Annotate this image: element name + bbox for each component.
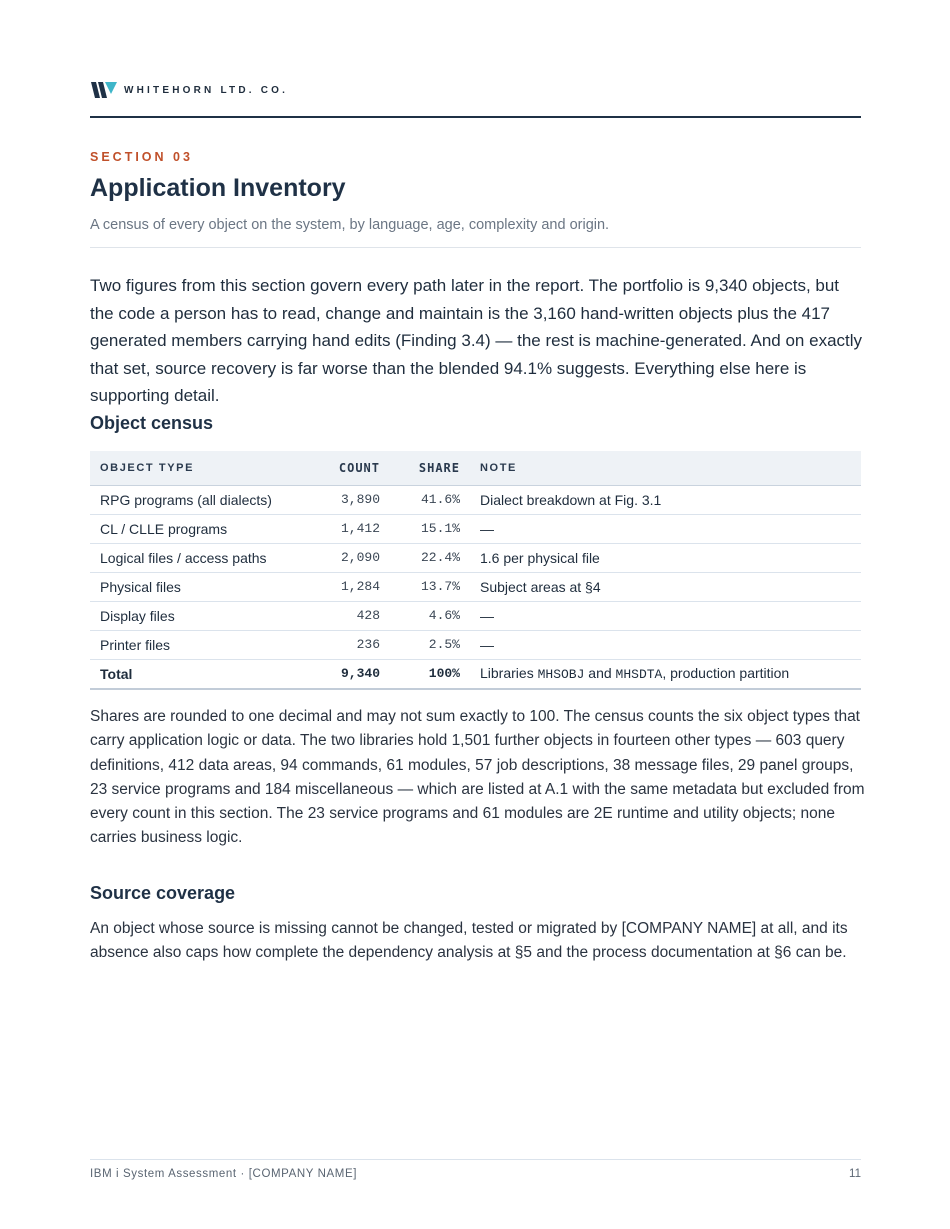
cell-type: Logical files / access paths bbox=[90, 543, 310, 572]
total-note-suffix: , production partition bbox=[662, 665, 790, 681]
brand-name: WHITEHORN LTD. CO. bbox=[124, 84, 289, 96]
cell-count: 1,412 bbox=[310, 514, 390, 543]
column-header-share: SHARE bbox=[390, 451, 470, 485]
library-name: MHSOBJ bbox=[537, 667, 585, 682]
coverage-heading: Source coverage bbox=[90, 883, 236, 903]
cell-count: 3,890 bbox=[310, 485, 390, 514]
cell-count: 1,284 bbox=[310, 572, 390, 601]
column-header-note: NOTE bbox=[470, 451, 861, 485]
whitehorn-logo-icon bbox=[90, 80, 118, 100]
total-share: 100% bbox=[390, 659, 470, 689]
table-header-row bbox=[90, 451, 861, 485]
cell-count: 236 bbox=[310, 630, 390, 659]
library-name: MHSDTA bbox=[615, 667, 663, 682]
column-header-count: COUNT bbox=[310, 451, 390, 485]
cell-share: 41.6% bbox=[390, 485, 470, 514]
cell-type: CL / CLLE programs bbox=[90, 514, 310, 543]
cell-note: — bbox=[470, 630, 861, 659]
page-number: 11 bbox=[849, 1168, 861, 1180]
cell-share: 15.1% bbox=[390, 514, 470, 543]
column-header-type: OBJECT TYPE bbox=[90, 451, 310, 485]
header-divider bbox=[90, 116, 861, 118]
brand-header bbox=[90, 80, 288, 100]
subtitle-divider bbox=[90, 247, 861, 248]
census-heading: Object census bbox=[90, 413, 214, 433]
page-title: Application Inventory bbox=[90, 174, 346, 202]
total-count: 9,340 bbox=[310, 659, 390, 689]
table-row bbox=[90, 485, 861, 514]
table-row bbox=[90, 514, 861, 543]
coverage-paragraph: An object whose source is missing cannot be changed, tested or migrated by [COMPANY NAME] at all, and its absence also caps how complete the dependency analysis at §5 and the process documentation at §6 can be. bbox=[90, 920, 848, 962]
page-subtitle: A census of every object on the system, by language, age, complexity and origin. bbox=[90, 217, 610, 233]
cell-share: 13.7% bbox=[390, 572, 470, 601]
cell-count: 428 bbox=[310, 601, 390, 630]
cell-count: 2,090 bbox=[310, 543, 390, 572]
cell-share: 2.5% bbox=[390, 630, 470, 659]
table-row bbox=[90, 543, 861, 572]
cell-share: 4.6% bbox=[390, 601, 470, 630]
census-table bbox=[90, 451, 861, 690]
cell-type: RPG programs (all dialects) bbox=[90, 485, 310, 514]
cell-note: Subject areas at §4 bbox=[470, 572, 861, 601]
cell-note: — bbox=[470, 601, 861, 630]
table-row bbox=[90, 572, 861, 601]
total-note-and: and bbox=[588, 665, 612, 681]
cell-type: Printer files bbox=[90, 630, 310, 659]
cell-type: Physical files bbox=[90, 572, 310, 601]
footer-divider bbox=[90, 1159, 861, 1160]
cell-note: Dialect breakdown at Fig. 3.1 bbox=[470, 485, 861, 514]
lead-paragraph: Two figures from this section govern every path later in the report. The portfolio is 9,340 objects, but the code a person has to read, change and maintain is the 3,160 hand-written objects plus the 417 generated members carrying hand edits (Finding 3.4) — the rest is machine-generated. And on exactly that set, source recovery is far worse than the blended 94.1% suggests. Everything else here is supporting detail. bbox=[90, 276, 863, 405]
total-note-prefix: Libraries bbox=[480, 665, 534, 681]
table-row bbox=[90, 601, 861, 630]
census-footnote: Shares are rounded to one decimal and may not sum exactly to 100. The census counts the six object types that carry application logic or data. The two libraries hold 1,501 further objects in fourteen other types — 603 query definitions, 412 data areas, 94 commands, 61 modules, 57 job descriptions, 38 message files, 29 panel groups, 23 service programs and 184 miscellaneous — which are listed at A.1 with the same metadata but excluded from every count in this section. The 23 service programs and 61 modules are 2E runtime and utility objects; none carries business logic. bbox=[90, 708, 865, 847]
cell-type: Display files bbox=[90, 601, 310, 630]
footer-document-title: IBM i System Assessment · [COMPANY NAME] bbox=[90, 1168, 358, 1180]
total-label: Total bbox=[90, 659, 310, 689]
table-total-row bbox=[90, 659, 861, 689]
cell-note: 1.6 per physical file bbox=[470, 543, 861, 572]
total-note bbox=[470, 659, 861, 689]
section-eyebrow: SECTION 03 bbox=[90, 150, 193, 164]
table-row bbox=[90, 630, 861, 659]
cell-share: 22.4% bbox=[390, 543, 470, 572]
cell-note: — bbox=[470, 514, 861, 543]
